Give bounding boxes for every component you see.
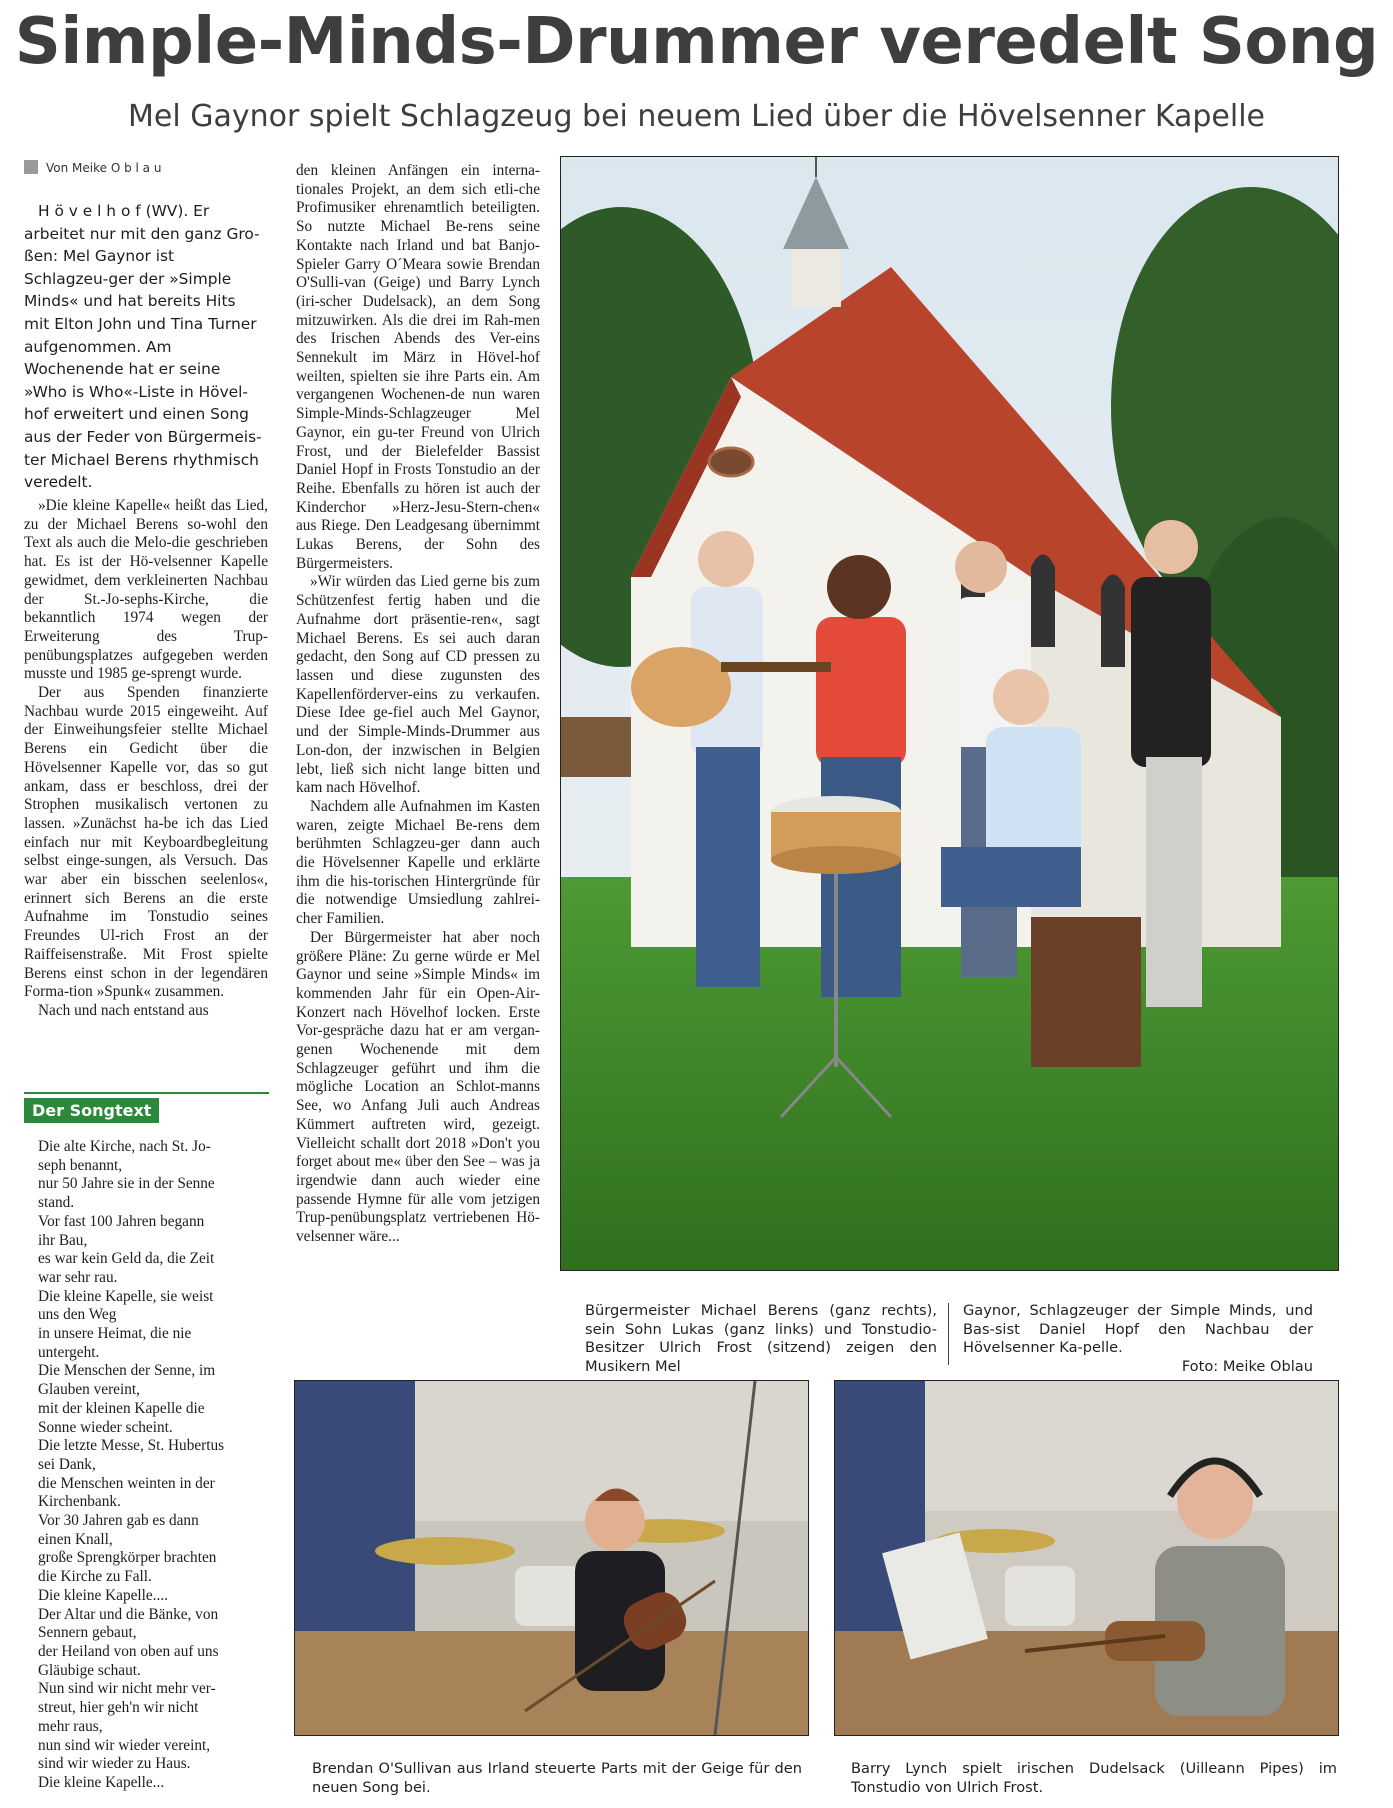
- songtext-line: Die alte Kirche, nach St. Jo-: [38, 1138, 211, 1155]
- songtext-body: [38, 1138, 256, 1793]
- photo-violinist-caption: [312, 1760, 802, 1797]
- paragraph: Der Bürgermeister hat aber noch größere Pläne: Zu gerne würde er Mel Gaynor und seine »Simple Minds« im kommenden Jahr für ein Open-Air-Konzert nach Hövelhof locken. Erste Vor-gespräche dazu hat er am vergan-genen Wochenende mit dem Schlagzeuger geführt und ihm die mögliche Location an Schlot-manns See, wo Anfang Juli auch Andreas Kümmert auftreten wird, gezeigt. Vielleicht schallt dort 2018 »Don't you forget about me« über den See – was ja irgendwie dann auch wieder eine passende Hymne für alle vom jetzigen Trup-penübungsplatz vertriebenen Hö-velsenner wäre...: [296, 928, 540, 1246]
- main-photo: [560, 156, 1339, 1271]
- paragraph: den kleinen Anfängen ein interna-tionales Projekt, an dem sich etli-che Profimusiker ehrenamtlich beteiligten. So nutzte Michael Be-rens seine Kontakte nach Irland und bat Banjo-Spieler Garry O´Meara sowie Brendan O'Sulli-van (Geige) und Barry Lynch (iri-scher Dudelsack), an dem Song mitzuwirken. Als die drei im Rah-men des Irischen Abends des Ver-eins Sennekult im März in Hövel-hof weilten, spielten sie ihre Parts ein. Am vergangenen Wochenen-de nun waren Simple-Minds-Schlagzeuger Mel Gaynor, ein gu-ter Freund von Ulrich Frost, und der Bielefelder Bassist Daniel Hopf in Frosts Tonstudio an der Reihe. Ebenfalls zu hören ist auch der Kinderchor »Herz-Jesu-Stern-chen« aus Riege. Den Leadgesang übernimmt Lukas Berens, der Sohn des Bürgermeisters.: [296, 162, 540, 572]
- songtext-line: Vor 30 Jahren gab es dann: [38, 1512, 199, 1530]
- paragraph: »Wir würden das Lied gerne bis zum Schützenfest fertig haben und die Aufnahme dort präsentie-ren«, sagt Michael Berens. Es sei auch daran gedacht, den Song auf CD pressen zu lassen und diese zugunsten des Kapellenförderver-eins zu verkaufen. Diese Idee ge-fiel auch Mel Gaynor, und der Simple-Minds-Drummer aus Lon-don, der inzwischen in Belgien lebt, ließ sich nicht lange bitten und kam nach Hövelhof.: [296, 573, 540, 797]
- songtext-line: Gläubige schaut.: [38, 1661, 141, 1679]
- songtext-line: war sehr rau.: [38, 1268, 118, 1286]
- songtext-line: der Heiland von oben auf uns: [38, 1642, 219, 1660]
- article-column-1: [24, 497, 268, 1021]
- songtext-line: seph benannt,: [38, 1156, 123, 1174]
- songtext-line: mit der kleinen Kapelle die: [38, 1399, 205, 1417]
- photo-piper-caption: [851, 1760, 1337, 1797]
- paragraph: Der aus Spenden finanzierte Nachbau wurde 2015 eingeweiht. Auf der Einweihungsfeier stellte Michael Berens ein Gedicht über die Hövelsenner Kapelle vor, das so gut ankam, dass er beschloss, drei der Strophen musikalisch vertonen zu lassen. »Zunächst ha-be ich das Lied einfach nur mit Keyboardbegleitung selbst einge-sungen, als Versuch. Das war aber ein bisschen seelenlos«, erinnert sich Berens an die erste Aufnahme im Tonstudio seines Freundes Ul-rich Frost an der Raiffeisenstraße. Mit Frost spielte Berens einst schon in der legendären Forma-tion »Spunk« zusammen.: [24, 684, 268, 1001]
- headline: Simple-Minds-Drummer veredelt Song: [14, 5, 1379, 79]
- songtext-line: Nun sind wir nicht mehr ver-: [38, 1680, 216, 1698]
- songtext-rule: [24, 1092, 269, 1094]
- lede: [24, 200, 262, 494]
- songtext-line: streut, hier geh'n wir nicht: [38, 1699, 199, 1717]
- songtext-label: Der Songtext: [24, 1098, 159, 1123]
- lede-paragraph: H ö v e l h o f (WV). Er arbeitet nur mit den ganz Gro-ßen: Mel Gaynor ist Schlagzeu-ger der »Simple Minds« und hat bereits Hits mit Elton John und Tina Turner aufgenommen. Am Wochenende hat er seine »Who is Who«-Liste in Hövel-hof erweitert und einen Song aus der Feder von Bürgermeis-ter Michael Berens rhythmisch veredelt.: [24, 202, 262, 492]
- caption-text: Barry Lynch spielt irischen Dudelsack (Uilleann Pipes) im Tonstudio von Ulrich Frost.: [851, 1760, 1337, 1796]
- songtext-line: Glauben vereint,: [38, 1381, 140, 1399]
- caption-text: Bürgermeister Michael Berens (ganz rechts), sein Sohn Lukas (ganz links) und Tonstudio-Besitzer Ulrich Frost (sitzend) zeigen den Musikern Mel: [585, 1302, 937, 1375]
- songtext-line: Die letzte Messe, St. Hubertus: [38, 1437, 225, 1455]
- songtext-line: Der Altar und die Bänke, von: [38, 1605, 219, 1623]
- songtext-line: es war kein Geld da, die Zeit: [38, 1250, 215, 1268]
- article-column-2: [296, 162, 540, 1247]
- songtext-line: ihr Bau,: [38, 1231, 88, 1249]
- songtext-line: uns den Weg: [38, 1306, 117, 1324]
- photo-violinist: [294, 1380, 809, 1736]
- songtext-line: nur 50 Jahre sie in der Senne: [38, 1175, 215, 1193]
- caption-text: Gaynor, Schlagzeuger der Simple Minds, und Bas-sist Daniel Hopf den Nachbau der Hövelsenner Ka-pelle.: [963, 1302, 1313, 1356]
- caption-divider: [948, 1303, 949, 1365]
- subheadline: Mel Gaynor spielt Schlagzeug bei neuem Lied über die Hövelsenner Kapelle: [127, 99, 1265, 134]
- songtext-line: Die kleine Kapelle, sie weist: [38, 1287, 214, 1305]
- songtext-line: Die kleine Kapelle...: [38, 1773, 165, 1791]
- songtext-header: [24, 1092, 269, 1123]
- byline-square-icon: [24, 160, 38, 174]
- songtext-line: große Sprengkörper brachten: [38, 1549, 217, 1567]
- songtext-line: sind wir wieder zu Haus.: [38, 1755, 191, 1773]
- songtext-line: Sonne wieder scheint.: [38, 1418, 173, 1436]
- main-photo-illustration: [561, 157, 1338, 1270]
- songtext-line: Sennern gebaut,: [38, 1624, 137, 1642]
- songtext-line: einen Knall,: [38, 1530, 113, 1548]
- songtext-line: in unsere Heimat, die nie: [38, 1325, 192, 1343]
- songtext-line: Vor fast 100 Jahren begann: [38, 1212, 205, 1230]
- paragraph: Nach und nach entstand aus: [38, 1001, 209, 1019]
- photo-piper-illustration: [835, 1381, 1338, 1735]
- paragraph: Nachdem alle Aufnahmen im Kasten waren, zeigte Michael Be-rens dem berühmten Schlagzeu-ger dann auch die Hövelsenner Kapelle und erklärte ihm die his-torischen Hintergründe für die notwendige Umsiedlung zahlrei-cher Familien.: [296, 797, 540, 928]
- photo-credit: Foto: Meike Oblau: [1181, 1357, 1313, 1375]
- songtext-line: die Menschen weinten in der: [38, 1474, 215, 1492]
- songtext-line: Kirchenbank.: [38, 1493, 121, 1511]
- songtext-line: nun sind wir wieder vereint,: [38, 1736, 211, 1754]
- songtext-line: Die Menschen der Senne, im: [38, 1362, 216, 1380]
- byline-text: Von Meike O b l a u: [46, 161, 162, 175]
- songtext-line: Die kleine Kapelle....: [38, 1586, 168, 1604]
- photo-violinist-illustration: [295, 1381, 808, 1735]
- songtext-line: stand.: [38, 1194, 75, 1212]
- paragraph: »Die kleine Kapelle« heißt das Lied, zu der Michael Berens so-wohl den Text als auch die Melo-die geschrieben hat. Es ist der Hö-velsenner Kapelle gewidmet, dem verkleinerten Nachbau der St.-Jo-sephs-Kirche, die bekanntlich 1974 wegen der Erweiterung des Trup-penübungsplatzes aufgegeben werden musste und 1985 ge-sprengt wurde.: [24, 497, 268, 683]
- byline: [24, 160, 161, 175]
- photo-piper: [834, 1380, 1339, 1736]
- songtext-line: sei Dank,: [38, 1455, 96, 1473]
- songtext-line: die Kirche zu Fall.: [38, 1568, 152, 1586]
- caption-text: Brendan O'Sullivan aus Irland steuerte Parts mit der Geige für den neuen Song bei.: [312, 1760, 802, 1796]
- main-photo-caption-right: [963, 1302, 1313, 1376]
- songtext-line: untergeht.: [38, 1343, 100, 1361]
- main-photo-caption-left: [585, 1302, 937, 1376]
- songtext-line: mehr raus,: [38, 1717, 103, 1735]
